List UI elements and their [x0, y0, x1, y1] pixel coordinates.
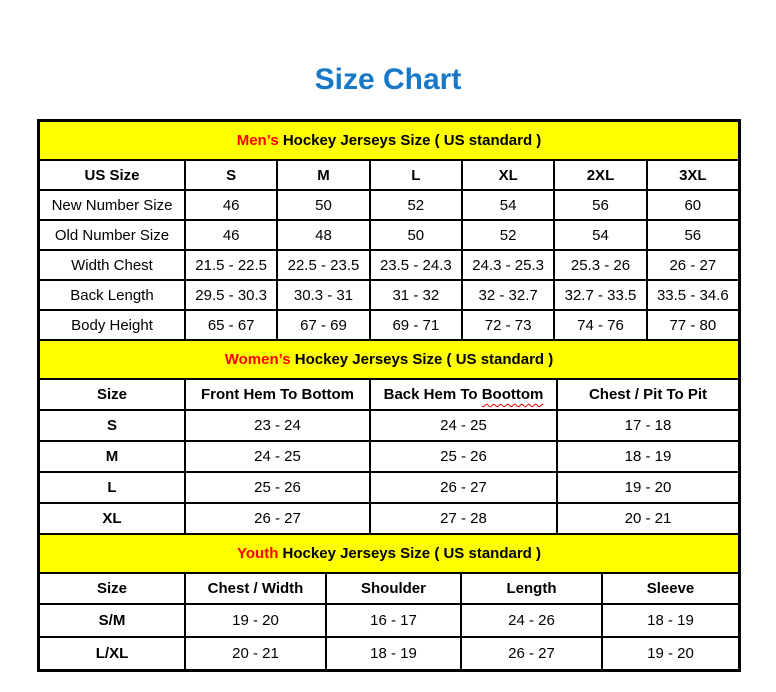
- size-value-cell: 25 - 26: [185, 472, 370, 503]
- table-row: [39, 190, 739, 220]
- youth-size-table: [38, 535, 740, 671]
- size-value-cell: 21.5 - 22.5: [185, 250, 277, 280]
- youth-col-header-chest-width: Chest / Width: [185, 573, 326, 604]
- size-value-cell: 52: [462, 220, 554, 250]
- size-value-cell: 20 - 21: [185, 637, 326, 670]
- size-value-cell: 26 - 27: [185, 503, 370, 534]
- youth-col-header-shoulder: Shoulder: [326, 573, 461, 604]
- size-value-cell: 23 - 24: [185, 410, 370, 441]
- row-label: M: [39, 441, 185, 472]
- size-value-cell: 74 - 76: [554, 310, 646, 340]
- size-value-cell: 20 - 21: [557, 503, 739, 534]
- youth-banner-highlight: Youth: [237, 545, 279, 562]
- size-value-cell: 48: [277, 220, 369, 250]
- youth-col-header-size: Size: [39, 573, 185, 604]
- table-row: [39, 410, 739, 441]
- row-label: Back Length: [39, 280, 185, 310]
- size-value-cell: 50: [277, 190, 369, 220]
- row-label: S: [39, 410, 185, 441]
- mens-col-header-us-size: US Size: [39, 160, 185, 190]
- size-value-cell: 26 - 27: [647, 250, 739, 280]
- size-value-cell: 24 - 25: [370, 410, 557, 441]
- size-chart-tables: [37, 119, 741, 672]
- size-value-cell: 32 - 32.7: [462, 280, 554, 310]
- page-title: Size Chart: [314, 63, 462, 96]
- row-label: Old Number Size: [39, 220, 185, 250]
- size-value-cell: 18 - 19: [326, 637, 461, 670]
- womens-col-header-front-hem: Front Hem To Bottom: [185, 379, 370, 410]
- table-row: [39, 637, 739, 670]
- size-value-cell: 65 - 67: [185, 310, 277, 340]
- womens-col-header-size: Size: [39, 379, 185, 410]
- womens-banner-highlight: Women’s: [224, 351, 291, 368]
- size-value-cell: 26 - 27: [461, 637, 602, 670]
- womens-section-banner: [39, 341, 739, 379]
- size-value-cell: 17 - 18: [557, 410, 739, 441]
- size-value-cell: 25 - 26: [370, 441, 557, 472]
- size-value-cell: 27 - 28: [370, 503, 557, 534]
- size-value-cell: 24.3 - 25.3: [462, 250, 554, 280]
- mens-banner-highlight: Men’s: [236, 132, 279, 149]
- size-value-cell: 18 - 19: [602, 604, 739, 637]
- mens-col-header-2xl: 2XL: [554, 160, 646, 190]
- youth-col-header-length: Length: [461, 573, 602, 604]
- mens-col-header-m: M: [277, 160, 369, 190]
- womens-size-table: [38, 341, 740, 535]
- size-value-cell: 56: [554, 190, 646, 220]
- youth-section-banner: [39, 535, 739, 573]
- size-value-cell: 77 - 80: [647, 310, 739, 340]
- size-value-cell: 25.3 - 26: [554, 250, 646, 280]
- size-value-cell: 19 - 20: [185, 604, 326, 637]
- womens-banner-row: [39, 341, 739, 379]
- youth-banner-row: [39, 535, 739, 573]
- size-value-cell: 31 - 32: [370, 280, 462, 310]
- size-value-cell: 19 - 20: [602, 637, 739, 670]
- table-row: [39, 310, 739, 340]
- youth-banner-text: Hockey Jerseys Size ( US standard ): [278, 545, 541, 562]
- mens-size-table: [38, 120, 740, 341]
- size-value-cell: 54: [462, 190, 554, 220]
- womens-banner-text: Hockey Jerseys Size ( US standard ): [290, 351, 554, 368]
- back-hem-misspelled-word: Boottom: [481, 386, 544, 403]
- mens-col-header-xl: XL: [462, 160, 554, 190]
- size-value-cell: 30.3 - 31: [277, 280, 369, 310]
- table-row: [39, 604, 739, 637]
- size-value-cell: 56: [647, 220, 739, 250]
- table-row: [39, 503, 739, 534]
- row-label: New Number Size: [39, 190, 185, 220]
- size-value-cell: 32.7 - 33.5: [554, 280, 646, 310]
- table-row: [39, 280, 739, 310]
- size-value-cell: 46: [185, 220, 277, 250]
- size-value-cell: 60: [647, 190, 739, 220]
- size-value-cell: 29.5 - 30.3: [185, 280, 277, 310]
- size-value-cell: 52: [370, 190, 462, 220]
- size-value-cell: 16 - 17: [326, 604, 461, 637]
- size-value-cell: 24 - 25: [185, 441, 370, 472]
- mens-banner-row: [39, 121, 739, 160]
- table-row: [39, 472, 739, 503]
- mens-col-header-s: S: [185, 160, 277, 190]
- row-label: L/XL: [39, 637, 185, 670]
- mens-section-banner: [39, 121, 739, 160]
- size-value-cell: 24 - 26: [461, 604, 602, 637]
- womens-col-header-back-hem: [370, 379, 557, 410]
- table-row: [39, 441, 739, 472]
- youth-header-row: [39, 573, 739, 604]
- row-label: S/M: [39, 604, 185, 637]
- row-label: Width Chest: [39, 250, 185, 280]
- size-value-cell: 23.5 - 24.3: [370, 250, 462, 280]
- mens-col-header-l: L: [370, 160, 462, 190]
- size-value-cell: 26 - 27: [370, 472, 557, 503]
- row-label: XL: [39, 503, 185, 534]
- womens-header-row: [39, 379, 739, 410]
- youth-col-header-sleeve: Sleeve: [602, 573, 739, 604]
- mens-banner-text: Hockey Jerseys Size ( US standard ): [278, 132, 542, 149]
- size-value-cell: 18 - 19: [557, 441, 739, 472]
- size-value-cell: 33.5 - 34.6: [647, 280, 739, 310]
- mens-col-header-3xl: 3XL: [647, 160, 739, 190]
- size-value-cell: 67 - 69: [277, 310, 369, 340]
- size-value-cell: 46: [185, 190, 277, 220]
- size-value-cell: 19 - 20: [557, 472, 739, 503]
- size-value-cell: 72 - 73: [462, 310, 554, 340]
- size-value-cell: 50: [370, 220, 462, 250]
- womens-col-header-chest: Chest / Pit To Pit: [557, 379, 739, 410]
- table-row: [39, 250, 739, 280]
- back-hem-prefix: Back Hem To: [383, 386, 482, 403]
- mens-header-row: [39, 160, 739, 190]
- row-label: Body Height: [39, 310, 185, 340]
- size-value-cell: 54: [554, 220, 646, 250]
- size-value-cell: 22.5 - 23.5: [277, 250, 369, 280]
- table-row: [39, 220, 739, 250]
- row-label: L: [39, 472, 185, 503]
- size-value-cell: 69 - 71: [370, 310, 462, 340]
